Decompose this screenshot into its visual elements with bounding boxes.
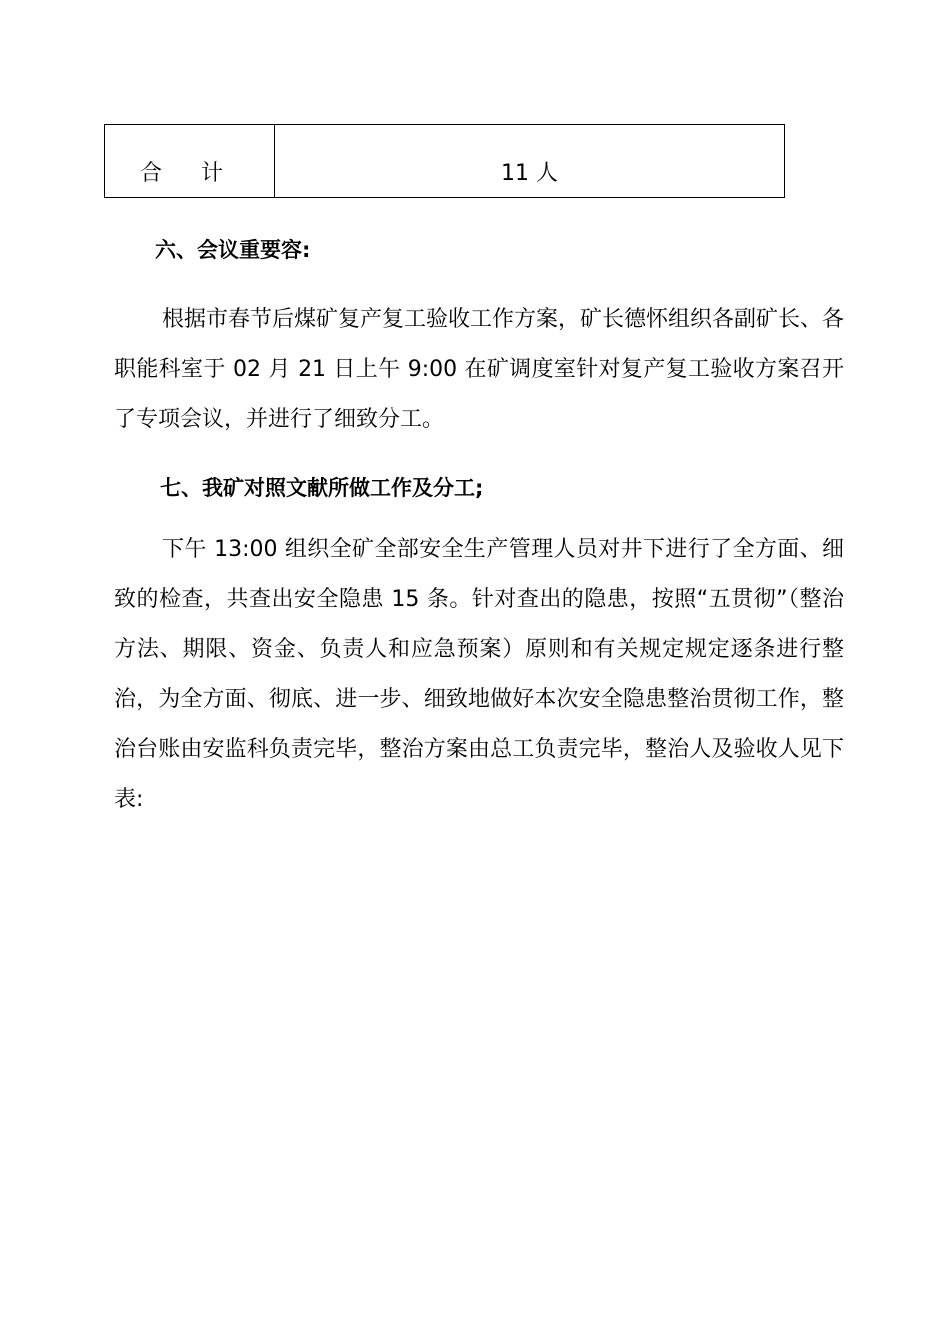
- section-7-paragraph: 下午 13:00 组织全矿全部安全生产管理人员对井下进行了全方面、细致的检查，共查出安全隐患 15 条。针对查出的隐患，按照“五贯彻”（整治方法、期限、资金、负责人和应急预案）原则和有关规定规定逐条进行整治，为全方面、彻底、进一步、细致地做好本次安全隐患整治贯彻工作，整治台账由安监科负责完毕，整治方案由总工负责完毕，整治人及验收人见下表:: [114, 537, 844, 812]
- section-6-heading: 六、会议重要容:: [155, 238, 311, 262]
- total-value: 11 人: [275, 125, 785, 198]
- summary-row: [105, 125, 785, 198]
- summary-table: [104, 124, 785, 198]
- section-6-paragraph: 根据市春节后煤矿复产复工验收工作方案，矿长德怀组织各副矿长、各职能科室于 02 月 21 日上午 9:00 在矿调度室针对复产复工验收方案召开了专项会议，并进行了细致分工。: [114, 307, 845, 432]
- section-7-heading: 七、我矿对照文献所做工作及分工;: [160, 476, 484, 500]
- total-label: 合 计: [105, 125, 275, 198]
